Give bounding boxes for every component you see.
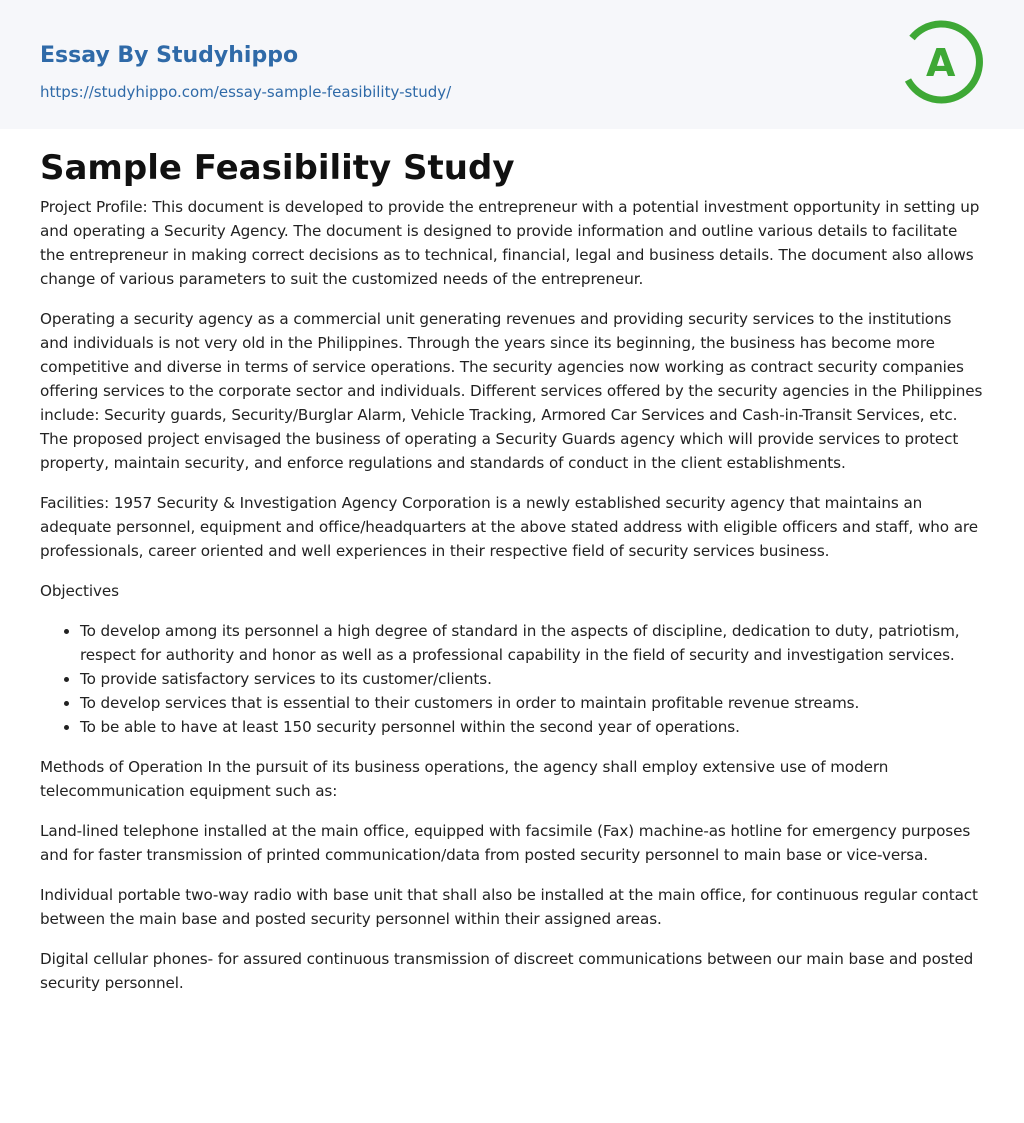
article-body [0, 147, 1024, 995]
essay-url-link[interactable]: https://studyhippo.com/essay-sample-feasibility-study/ [40, 83, 452, 101]
paragraph-operating: Operating a security agency as a commercial unit generating revenues and providing security services to the institutions and individuals is not very old in the Philippines. Through the years since its beginning, the business has become more competitive and diverse in terms of service operations. The security agencies now working as contract security companies offering services to the corporate sector and individuals. Different services offered by the security agencies in the Philippines include: Security guards, Security/Burglar Alarm, Vehicle Tracking, Armored Car Services and Cash-in-Transit Services, etc. The proposed project envisaged the business of operating a Security Guards agency which will provide services to protect property, maintain security, and enforce regulations and standards of conduct in the client establishments. [40, 310, 983, 472]
site-header [0, 0, 1024, 129]
list-item: • To develop among its personnel a high degree of standard in the aspects of discipline, dedication to duty, patriotism, respect for authority and honor as well as a professional capability in the field of security and investigation services. [80, 619, 984, 667]
paragraph-project-profile: Project Profile: This document is developed to provide the entrepreneur with a potential investment opportunity in setting up and operating a Security Agency. The document is designed to provide information and outline various details to facilitate the entrepreneur in making correct decisions as to technical, financial, legal and business details. The document also allows change of various parameters to suit the customized needs of the entrepreneur. [40, 198, 980, 288]
list-item: • To provide satisfactory services to its customer/clients. [80, 667, 984, 691]
paragraph-facilities: Facilities: 1957 Security & Investigation Agency Corporation is a newly established security agency that maintains an adequate personnel, equipment and office/headquarters at the above stated address with eligible officers and staff, who are professionals, career oriented and well experiences in their respective field of security services business. [40, 494, 978, 560]
list-item: • To be able to have at least 150 security personnel within the second year of operations. [80, 715, 984, 739]
page-title: Sample Feasibility Study [40, 148, 515, 188]
logo-letter: A [926, 41, 956, 85]
objectives-heading: Objectives [40, 582, 119, 600]
studyhippo-logo-icon[interactable] [900, 20, 984, 104]
paragraph-landline: Land-lined telephone installed at the main office, equipped with facsimile (Fax) machine-as hotline for emergency purposes and for faster transmission of printed communication/data from posted security personnel to main base or vice-versa. [40, 822, 971, 864]
paragraph-radio: Individual portable two-way radio with base unit that shall also be installed at the main office, for continuous regular contact between the main base and posted security personnel within their assigned areas. [40, 886, 978, 928]
list-item: • To develop services that is essential to their customers in order to maintain profitable revenue streams. [80, 691, 984, 715]
paragraph-cellular: Digital cellular phones- for assured continuous transmission of discreet communications between our main base and posted security personnel. [40, 950, 974, 992]
objectives-list [40, 619, 984, 739]
paragraph-methods: Methods of Operation In the pursuit of its business operations, the agency shall employ extensive use of modern telecommunication equipment such as: [40, 758, 889, 800]
brand-title[interactable]: Essay By Studyhippo [40, 43, 299, 68]
